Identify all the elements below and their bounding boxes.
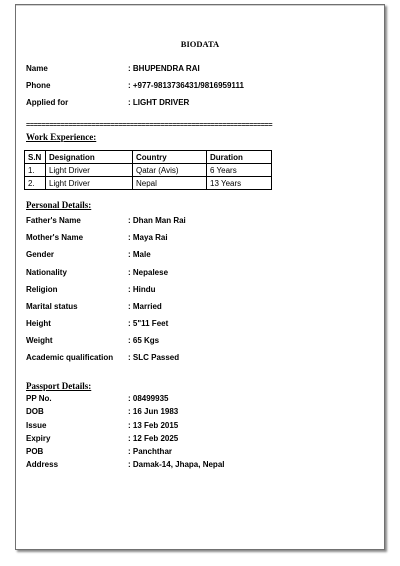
passport-details-heading: Passport Details: [26, 381, 92, 391]
detail-value: : 65 Kgs [128, 336, 160, 345]
detail-label: PP No. [26, 394, 52, 403]
detail-label: Height [26, 319, 51, 328]
detail-value: : 5"11 Feet [128, 319, 169, 328]
divider-line: ================================================================ [26, 120, 273, 129]
table-cell: 1. [25, 164, 46, 177]
detail-value: : Nepalese [128, 268, 169, 277]
column-header: S.N [25, 151, 46, 164]
document-title: BIODATA [180, 39, 220, 49]
detail-value: : 12 Feb 2025 [128, 434, 179, 443]
detail-value: : 13 Feb 2015 [128, 421, 179, 430]
detail-label: DOB [26, 407, 44, 416]
table-cell: Qatar (Avis) [133, 164, 207, 177]
column-header: Duration [207, 151, 272, 164]
detail-label: Academic qualification [26, 353, 114, 362]
column-header: Country [133, 151, 207, 164]
table-cell: Nepal [133, 177, 207, 190]
table-cell: 6 Years [207, 164, 272, 177]
personal-details-heading: Personal Details: [26, 200, 92, 210]
table-cell: Light Driver [46, 164, 133, 177]
phone-label: Phone [26, 81, 51, 90]
detail-value: : 16 Jun 1983 [128, 407, 179, 416]
applied-for-value: : LIGHT DRIVER [128, 98, 190, 107]
table-header-row [25, 151, 272, 164]
detail-label: Marital status [26, 302, 78, 311]
work-experience-heading: Work Experience: [26, 132, 97, 142]
table-cell: 2. [25, 177, 46, 190]
applied-for-label: Applied for [26, 98, 69, 107]
detail-value: : Damak-14, Jhapa, Nepal [128, 460, 225, 469]
detail-value: : Dhan Man Rai [128, 216, 186, 225]
detail-label: Father's Name [26, 216, 81, 225]
phone-value: : +977-9813736431/9816959111 [128, 81, 244, 90]
table-row [25, 164, 272, 177]
detail-label: Religion [26, 285, 58, 294]
detail-label: Address [26, 460, 59, 469]
detail-value: : Maya Rai [128, 233, 168, 242]
detail-label: Nationality [26, 268, 67, 277]
detail-value: : SLC Passed [128, 353, 180, 362]
detail-label: Gender [26, 250, 55, 259]
detail-value: : Male [128, 250, 151, 259]
detail-value: : Married [128, 302, 162, 311]
document-page [15, 4, 385, 550]
detail-value: : 08499935 [128, 394, 169, 403]
detail-label: Weight [26, 336, 53, 345]
detail-label: Mother's Name [26, 233, 84, 242]
table-row [25, 177, 272, 190]
detail-label: Issue [26, 421, 47, 430]
column-header: Designation [46, 151, 133, 164]
table-cell: 13 Years [207, 177, 272, 190]
name-label: Name [26, 64, 48, 73]
name-value: : BHUPENDRA RAI [128, 64, 200, 73]
detail-label: Expiry [26, 434, 51, 443]
detail-label: POB [26, 447, 44, 456]
table-cell: Light Driver [46, 177, 133, 190]
work-experience-table [24, 150, 272, 190]
detail-value: : Panchthar [128, 447, 173, 456]
detail-value: : Hindu [128, 285, 156, 294]
